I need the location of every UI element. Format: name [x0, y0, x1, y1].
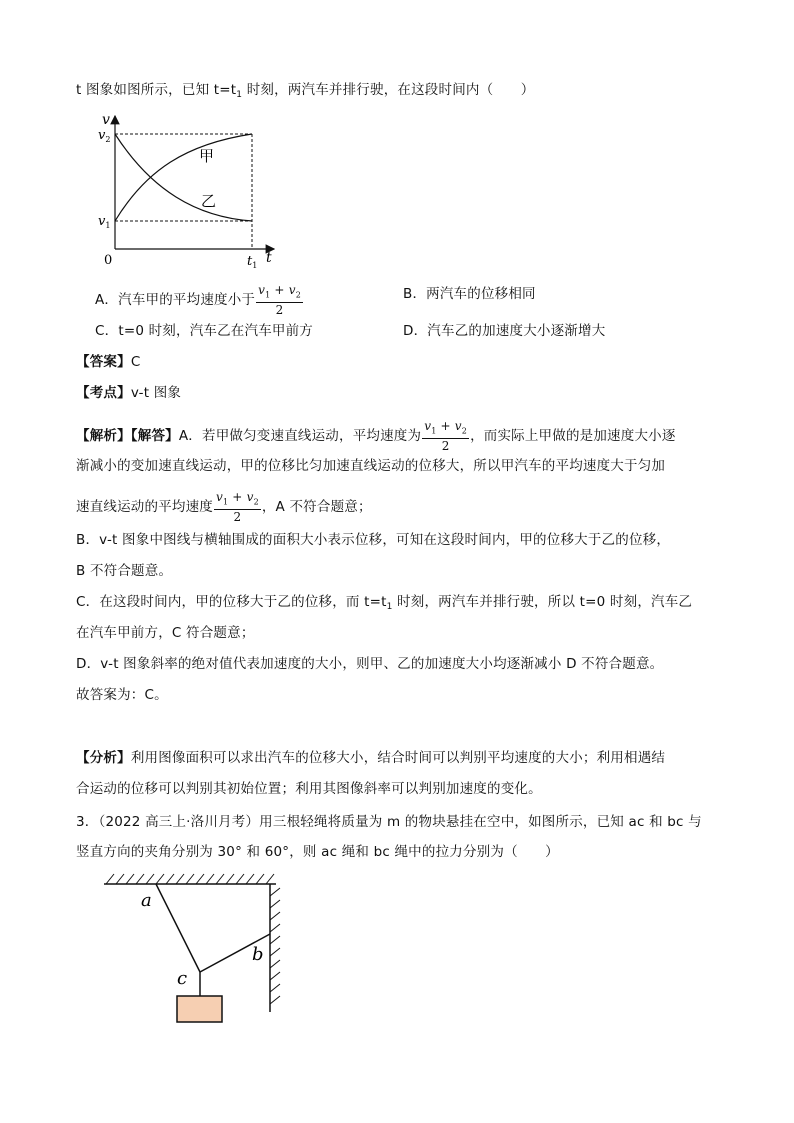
- yi-label: 乙: [201, 192, 217, 210]
- jiexi-line-5: B 不符合题意。: [76, 563, 173, 579]
- kaodian-line: 【考点】v-t 图象: [76, 385, 182, 401]
- jiexi-line-1: 【解析】【解答】A．若甲做匀变速直线运动，平均速度为 $\frac{v_1 + v_2}{2}$ ，而实际上甲做的是加速度大小逐: [76, 419, 676, 454]
- option-d: D．汽车乙的加速度大小逐渐增大: [403, 323, 606, 339]
- point-b-label: b: [252, 944, 264, 965]
- rope-ac: [156, 884, 200, 972]
- rope-diagram: [96, 868, 296, 1028]
- jiexi-line-4: B．v-t 图象中图线与横轴围成的面积大小表示位移，可知在这段时间内，甲的位移大于乙的位移，: [76, 532, 671, 548]
- wall-hatch: [270, 888, 280, 1004]
- fenxi-line-2: 合运动的位移可以判别其初始位置；利用其图像斜率可以判别加速度的变化。: [76, 781, 542, 797]
- q3-line-1: 3．（2022 高三上·洛川月考）用三根轻绳将质量为 m 的物块悬挂在空中，如图所示，已知 ac 和 bc 与: [76, 814, 702, 830]
- curve-jia: [115, 134, 252, 221]
- question-intro: t 图象如图所示，已知 $t=t_1$ 时刻，两汽车并排行驶，在这段时间内（ ）: [76, 82, 535, 100]
- t-axis-label: t: [266, 250, 272, 266]
- fenxi-line-1: 【分析】利用图像面积可以求出汽车的位移大小，结合时间可以判别平均速度的大小；利用相遇结: [76, 750, 666, 766]
- avg-speed-fraction: $\frac{v_1 + v_2}{2}$: [424, 419, 468, 454]
- avg-speed-fraction: $\frac{v_1 + v_2}{2}$: [216, 490, 259, 525]
- vt-graph: [96, 110, 296, 280]
- option-a: A．汽车甲的平均速度小于 $\frac{v_1 + v_2}{2}$: [95, 283, 301, 318]
- q3-line-2: 竖直方向的夹角分别为 30° 和 60°，则 ac 绳和 bc 绳中的拉力分别为（ ）: [76, 844, 559, 860]
- jiexi-line-7: 在汽车甲前方，C 符合题意；: [76, 625, 255, 641]
- jiexi-line-9: 故答案为：C。: [76, 687, 168, 703]
- avg-speed-fraction: $\frac{v_1 + v_2}{2}$: [258, 283, 301, 318]
- jiexi-line-2: 渐减小的变加速直线运动，甲的位移比匀加速直线运动的位移大，所以甲汽车的平均速度大于匀加: [76, 458, 666, 474]
- point-c-label: c: [177, 968, 188, 989]
- v1-label: $v_1$: [98, 214, 111, 230]
- option-b: B．两汽车的位移相同: [403, 286, 536, 302]
- option-c: C．t=0 时刻，汽车乙在汽车甲前方: [95, 323, 314, 339]
- point-a-label: a: [141, 890, 152, 911]
- v-axis-label: v: [102, 112, 110, 128]
- ceiling-hatch: [106, 874, 274, 884]
- block: [177, 996, 222, 1022]
- origin-label: 0: [104, 253, 113, 268]
- answer-line: 【答案】C: [76, 354, 141, 370]
- jiexi-line-3: 速直线运动的平均速度 $\frac{v_1 + v_2}{2}$ ，A 不符合题意；: [76, 490, 372, 525]
- curve-yi: [115, 134, 252, 221]
- v2-label: $v_2$: [98, 128, 111, 144]
- jiexi-line-8: D．v-t 图象斜率的绝对值代表加速度的大小，则甲、乙的加速度大小均逐渐减小 D 不符合题意。: [76, 656, 664, 672]
- t1-label: $t_1$: [247, 254, 258, 270]
- jia-label: 甲: [199, 147, 215, 165]
- jiexi-line-6: C．在这段时间内，甲的位移大于乙的位移，而 $t=t_1$ 时刻，两汽车并排行驶，所以 t=0 时刻，汽车乙: [76, 594, 693, 612]
